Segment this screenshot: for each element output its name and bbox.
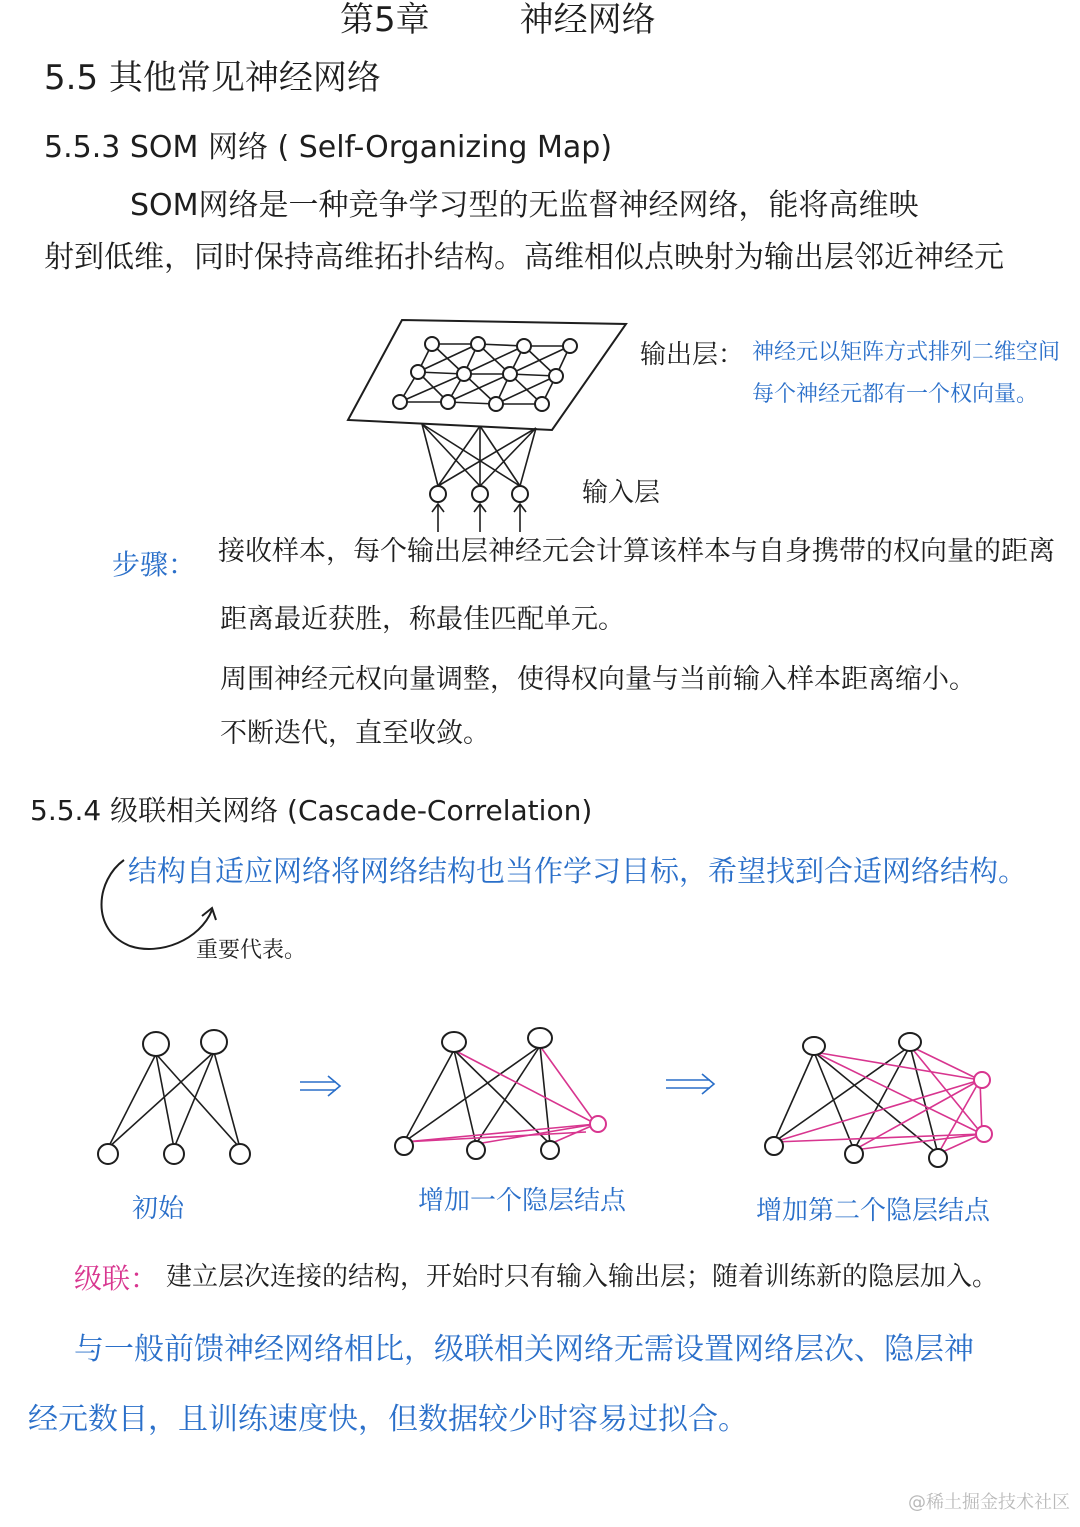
step-3: 周围神经元权向量调整，使得权向量与当前输入样本距离缩小。 (220, 664, 976, 695)
stage-arrow-2 (664, 1072, 716, 1096)
output-layer-desc-1: 神经元以矩阵方式排列二维空间 (752, 340, 1061, 365)
step-2: 距离最近获胜，称最佳匹配单元。 (220, 604, 625, 635)
section-title: 5.5 其他常见神经网络 (44, 58, 381, 98)
steps-label: 步骤： (112, 548, 197, 581)
cascade-explanation: 建立层次连接的结构，开始时只有输入输出层；随着训练新的隐层加入。 (166, 1262, 999, 1292)
chapter-title: 神经网络 (519, 0, 656, 40)
stage-3-caption: 增加第二个隐层结点 (756, 1196, 991, 1226)
som-heading: 5.5.3 SOM 网络 ( Self-Organizing Map) (44, 130, 613, 165)
cascade-stage-initial (90, 1020, 260, 1170)
input-layer-label: 输入层 (582, 478, 661, 508)
cascade-stage-one-hidden (390, 1022, 620, 1172)
representative-label: 重要代表。 (196, 938, 307, 963)
chapter-header (340, 0, 656, 41)
output-layer-desc-2: 每个神经元都有一个权向量。 (752, 382, 1039, 407)
stage-2-caption: 增加一个隐层结点 (418, 1186, 627, 1216)
stage-arrow-1 (298, 1074, 342, 1098)
som-input-neurons (430, 486, 528, 502)
stage-1-caption: 初始 (132, 1194, 185, 1224)
som-intro-line-2: 射到低维，同时保持高维拓扑结构。高维相似点映射为输出层邻近神经元 (44, 240, 1004, 275)
cascade-stage-two-hidden (756, 1030, 1006, 1180)
output-layer-label: 输出层： (640, 340, 745, 370)
step-4: 不断迭代，直至收敛。 (220, 718, 490, 749)
cascade-description: 结构自适应网络将网络结构也当作学习目标，希望找到合适网络结构。 (128, 854, 1028, 888)
cascade-heading: 5.5.4 级联相关网络 (Cascade-Correlation) (30, 794, 593, 827)
comparison-line-1: 与一般前馈神经网络相比，级联相关网络无需设置网络层次、隐层神 (74, 1332, 974, 1367)
comparison-line-2: 经元数目，且训练速度快，但数据较少时容易过拟合。 (28, 1402, 748, 1437)
watermark: @稀土掘金技术社区 (908, 1492, 1070, 1513)
cascade-label: 级联： (74, 1262, 159, 1295)
chapter-number: 第5章 (340, 0, 430, 40)
som-output-plane (348, 320, 626, 430)
som-input-arrows (432, 504, 526, 532)
som-input-links (422, 424, 536, 486)
step-1: 接收样本，每个输出层神经元会计算该样本与自身携带的权向量的距离 (218, 536, 1055, 567)
som-intro-line-1: SOM网络是一种竞争学习型的无监督神经网络，能将高维映 (130, 188, 919, 223)
